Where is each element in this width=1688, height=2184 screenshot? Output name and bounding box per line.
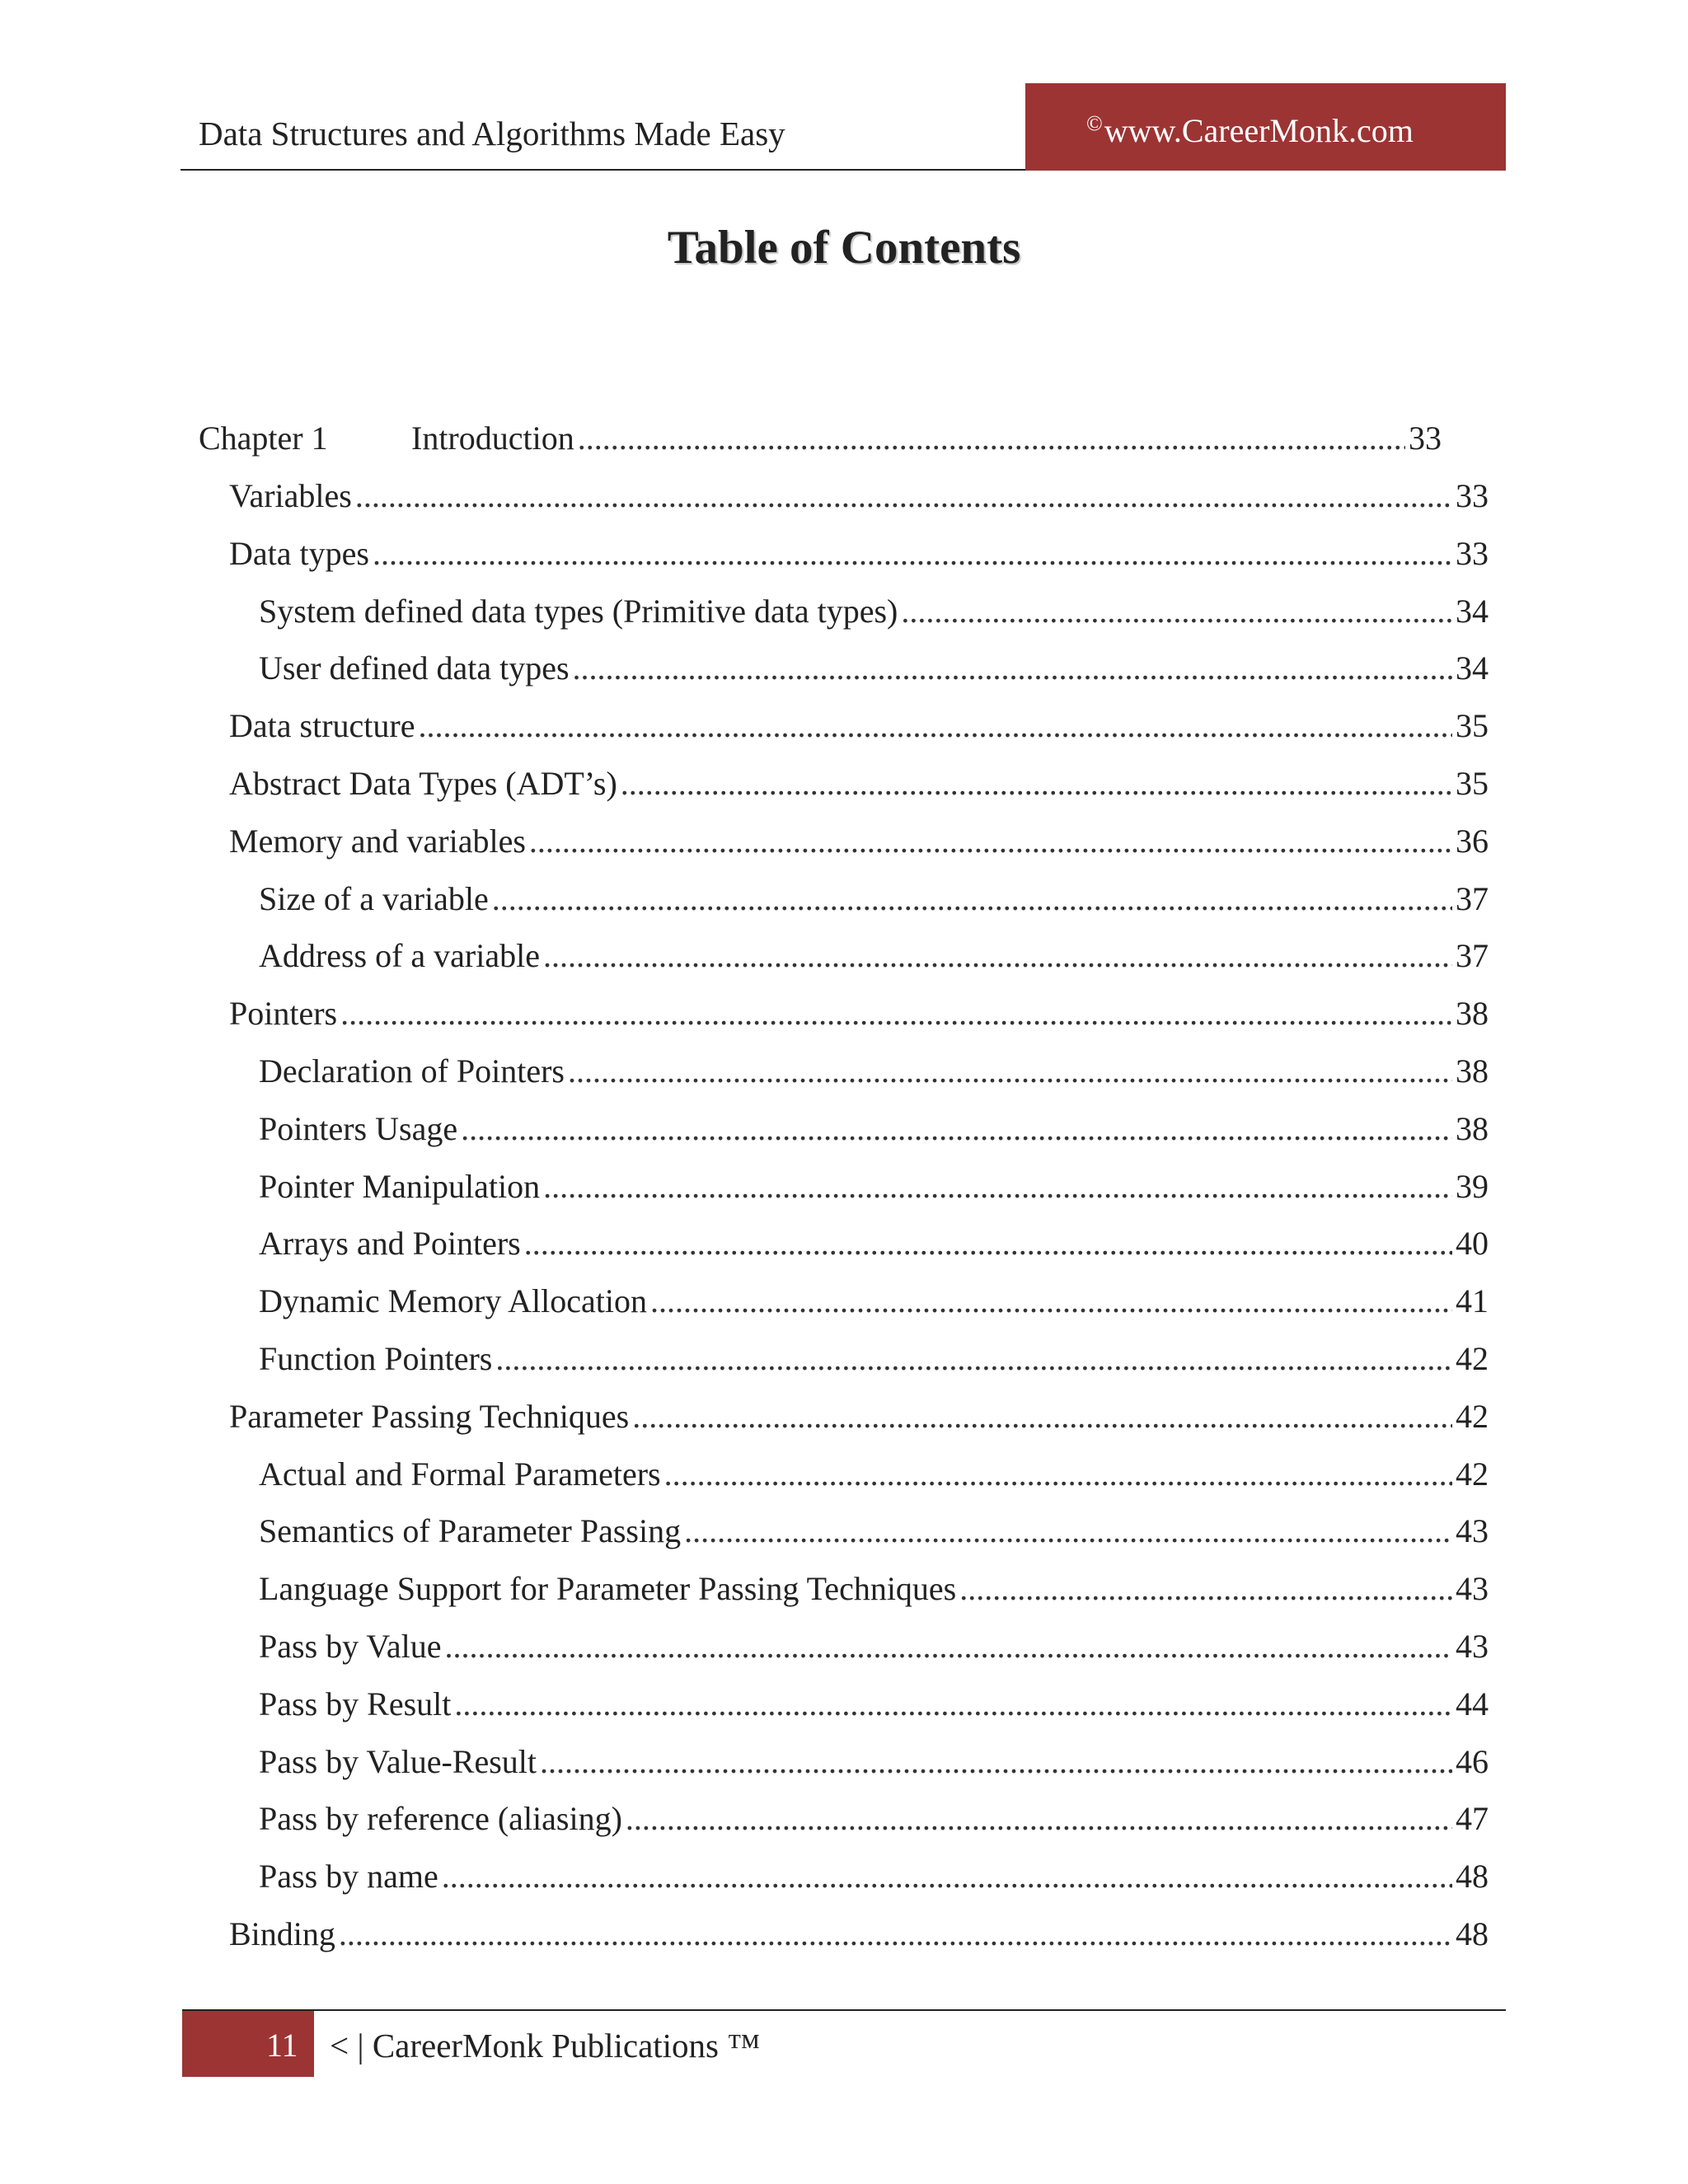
toc-entry[interactable] <box>229 475 1489 518</box>
toc-entry[interactable] <box>259 1683 1489 1726</box>
toc-entry-page-number: 42 <box>1456 1340 1489 1377</box>
toc-entry-label: Semantics of Parameter Passing <box>259 1512 682 1549</box>
dot-leader <box>901 590 1452 633</box>
toc-entry[interactable] <box>259 935 1489 977</box>
toc-entry[interactable] <box>229 532 1489 575</box>
toc-entry[interactable] <box>229 762 1489 805</box>
toc-entry-label: Address of a variable <box>259 937 540 974</box>
toc-entry-page-number: 41 <box>1456 1282 1489 1319</box>
header-book-title: Data Structures and Algorithms Made Easy <box>199 115 785 152</box>
toc-entry-label: Pass by Value <box>259 1628 442 1665</box>
toc-entry[interactable] <box>229 1913 1489 1956</box>
toc-entry-page-number: 43 <box>1456 1512 1489 1549</box>
chapter-number: Chapter 1 <box>199 419 328 457</box>
toc-entry-page-number: 34 <box>1456 593 1489 630</box>
toc-entry-label: Parameter Passing Techniques <box>229 1398 630 1435</box>
toc-entry-page-number: 46 <box>1456 1743 1489 1780</box>
toc-entry-label: Pass by Value-Result <box>259 1743 537 1780</box>
toc-entry[interactable] <box>259 1568 1489 1610</box>
toc-entry-page-number: 43 <box>1456 1628 1489 1665</box>
toc-entry[interactable] <box>259 1797 1489 1840</box>
toc-entry-page-number: 39 <box>1456 1168 1489 1205</box>
toc-entry-label: Arrays and Pointers <box>259 1225 521 1262</box>
toc-entry-page-number: 38 <box>1456 1110 1489 1147</box>
toc-entry[interactable] <box>259 1625 1489 1668</box>
toc-entry-page-number: 34 <box>1456 649 1489 687</box>
dot-leader <box>543 935 1452 977</box>
toc-entry[interactable] <box>259 1338 1489 1380</box>
toc-entry-label: System defined data types (Primitive data types) <box>259 593 898 630</box>
toc-entry-label: Abstract Data Types (ADT’s) <box>229 765 617 802</box>
toc-entry-label: Pass by Result <box>259 1685 452 1722</box>
toc-chapter-entry[interactable] <box>199 417 1442 460</box>
toc-entry[interactable] <box>259 1165 1489 1208</box>
toc-entry-label: Function Pointers <box>259 1340 493 1377</box>
header-website-link[interactable]: www.CareerMonk.com <box>1104 112 1414 149</box>
footer-page-badge <box>182 2011 314 2077</box>
dot-leader <box>650 1280 1452 1323</box>
copyright-symbol: © <box>1086 111 1103 135</box>
toc-entry-label: Pointers <box>229 995 338 1032</box>
header-website-badge <box>1025 83 1506 171</box>
toc-entry-label: Pointers Usage <box>259 1110 458 1147</box>
toc-entry-page-number: 40 <box>1456 1225 1489 1262</box>
toc-entry-label: Language Support for Parameter Passing Techniques <box>259 1570 957 1607</box>
toc-entry[interactable] <box>229 705 1489 748</box>
dot-leader <box>543 1165 1452 1208</box>
toc-entry[interactable] <box>259 1222 1489 1265</box>
toc-entry-label: Binding <box>229 1915 335 1952</box>
dot-leader <box>626 1797 1452 1840</box>
dot-leader <box>454 1683 1452 1726</box>
toc-entry[interactable] <box>229 1395 1489 1438</box>
toc-entry-page-number: 33 <box>1456 535 1489 572</box>
toc-entry-label: Size of a variable <box>259 880 489 917</box>
dot-leader <box>959 1568 1452 1610</box>
dot-leader <box>495 1338 1452 1380</box>
toc-entry-page-number: 47 <box>1456 1800 1489 1837</box>
toc-entry[interactable] <box>259 1280 1489 1323</box>
chapter-page-number: 33 <box>1409 419 1442 457</box>
toc-entry[interactable] <box>229 820 1489 863</box>
footer-divider <box>182 2009 1506 2011</box>
toc-entry-page-number: 37 <box>1456 880 1489 917</box>
footer-publisher: < | CareerMonk Publications ™ <box>330 2027 761 2064</box>
dot-leader <box>355 475 1452 518</box>
header-divider <box>181 169 1025 171</box>
dot-leader <box>632 1395 1452 1438</box>
toc-entry-page-number: 48 <box>1456 1915 1489 1952</box>
toc-entry[interactable] <box>259 647 1489 690</box>
dot-leader <box>578 417 1405 460</box>
dot-leader <box>568 1050 1452 1093</box>
page-title: Table of Contents <box>667 222 1021 274</box>
toc-entry-page-number: 36 <box>1456 823 1489 860</box>
toc-entry-label: User defined data types <box>259 649 570 687</box>
toc-entry-page-number: 42 <box>1456 1455 1489 1493</box>
toc-entry-label: Dynamic Memory Allocation <box>259 1282 648 1319</box>
toc-entry-page-number: 37 <box>1456 937 1489 974</box>
toc-entry-label: Variables <box>229 477 352 514</box>
toc-entry-page-number: 35 <box>1456 765 1489 802</box>
dot-leader <box>573 647 1452 690</box>
dot-leader <box>373 532 1452 575</box>
toc-entry-label: Pass by name <box>259 1858 438 1895</box>
dot-leader <box>461 1108 1452 1151</box>
toc-entry-page-number: 44 <box>1456 1685 1489 1722</box>
toc-entry[interactable] <box>229 992 1489 1035</box>
dot-leader <box>492 878 1452 921</box>
dot-leader <box>529 820 1452 863</box>
dot-leader <box>418 705 1452 748</box>
toc-entry-label: Declaration of Pointers <box>259 1052 565 1090</box>
dot-leader <box>684 1510 1452 1553</box>
toc-entry[interactable] <box>259 878 1489 921</box>
dot-leader <box>664 1453 1452 1496</box>
toc-entry-label: Actual and Formal Parameters <box>259 1455 661 1493</box>
dot-leader <box>340 992 1452 1035</box>
dot-leader <box>621 762 1452 805</box>
toc-entry[interactable] <box>259 1108 1489 1151</box>
dot-leader <box>524 1222 1452 1265</box>
toc-entry-label: Pointer Manipulation <box>259 1168 541 1205</box>
toc-entry-label: Data structure <box>229 707 415 744</box>
chapter-title: Introduction <box>411 419 574 457</box>
toc-entry-label: Pass by reference (aliasing) <box>259 1800 622 1837</box>
dot-leader <box>444 1625 1452 1668</box>
toc-entry-label: Memory and variables <box>229 823 526 860</box>
toc-entry[interactable] <box>259 1741 1489 1783</box>
toc-entry[interactable] <box>259 1855 1489 1898</box>
dot-leader <box>442 1855 1452 1898</box>
toc-entry[interactable] <box>259 1510 1489 1553</box>
toc-entry-page-number: 33 <box>1456 477 1489 514</box>
toc-entry-page-number: 43 <box>1456 1570 1489 1607</box>
footer-page-number: 11 <box>266 2027 298 2064</box>
toc-entry-page-number: 38 <box>1456 1052 1489 1090</box>
dot-leader <box>339 1913 1452 1956</box>
toc-entry-page-number: 42 <box>1456 1398 1489 1435</box>
toc-entry[interactable] <box>259 590 1489 633</box>
toc-entry-page-number: 38 <box>1456 995 1489 1032</box>
toc-entry[interactable] <box>259 1050 1489 1093</box>
toc-entry[interactable] <box>259 1453 1489 1496</box>
toc-entry-page-number: 48 <box>1456 1858 1489 1895</box>
dot-leader <box>540 1741 1452 1783</box>
toc-entry-label: Data types <box>229 535 369 572</box>
toc-entry-page-number: 35 <box>1456 707 1489 744</box>
